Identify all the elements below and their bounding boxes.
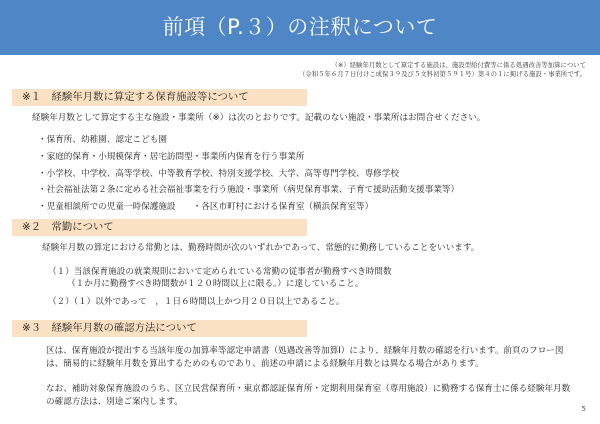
section-heading-3: ※３ 経験年月数の確認方法について — [12, 320, 307, 337]
section-paragraph: なお、補助対象保育施設のうち、区立民営保育所・東京都認証保育所・定期利用保育室（専用施設）に勤務する保育士に係る経験年月数の確認方法は、別途ご案内します。 — [46, 384, 571, 407]
list-item: ・小学校、中学校、高等学校、中等教育学校、特別支援学校、大学、高等専門学校、専修学校 — [38, 169, 399, 179]
footnote-line: （※）経験年月数として算定する施設は、施設型給付費等に係る処遇改善等加算について — [331, 61, 586, 69]
list-item: （１か月に勤務すべき時間数が１２０時間以上に限る。）に達していること。 — [67, 279, 364, 289]
page-number: 5 — [581, 405, 586, 413]
list-item: ・児童相談所での児童一時保護施設 ・各区市町村における保育室（横浜保育室等） — [38, 202, 374, 212]
footnote-line: （令和５年６月７日付けこ成保３９及び５文科初第５９１号）第４の１に掲げる施設・事業所です。 — [298, 70, 586, 78]
section-intro-2: 経験年月数の算定における常勤とは、勤務時間が次のいずれかであって、常態的に勤務していることをいいます。 — [42, 243, 480, 253]
list-item: （１）当該保育施設の就業規則において定められている常勤の従事者が勤務すべき時間数 — [48, 267, 392, 277]
list-item: ・保育所、幼稚園、認定こども園 — [38, 135, 167, 145]
list-item: ・社会福祉法第２条に定める社会福祉事業を行う施設・事業所（病児保育事業、子育て援助活動支援事業等） — [38, 185, 460, 195]
footnote-reference — [246, 61, 586, 79]
list-item: （２）（１）以外であって ，１日６時間以上かつ月２０日以上であること。 — [48, 297, 345, 307]
section-intro-1: 経験年月数として算定する主な施設・事業所（※）は次のとおりです。記載のない施設・事業所はお問合せください。 — [32, 113, 486, 123]
list-item: ・家庭的保育・小規模保育・居宅訪問型・事業所内保育を行う事業所 — [38, 152, 305, 162]
section-heading-1: ※１ 経験年月数に算定する保育施設等について — [12, 89, 307, 106]
page-title: 前項（P.３）の注釈について — [0, 0, 600, 55]
section-heading-2: ※２ 常勤について — [12, 219, 307, 236]
section-paragraph: 区は、保育施設が提出する当該年度の加算率等認定申請書（処遇改善等加算Ⅰ）により、経験年月数の確認を行います。前頁のフロー図は、簡易的に経験年月数を算出するためのものであり、前述の申請による経験年月数とは異なる場合があります。 — [46, 346, 564, 369]
